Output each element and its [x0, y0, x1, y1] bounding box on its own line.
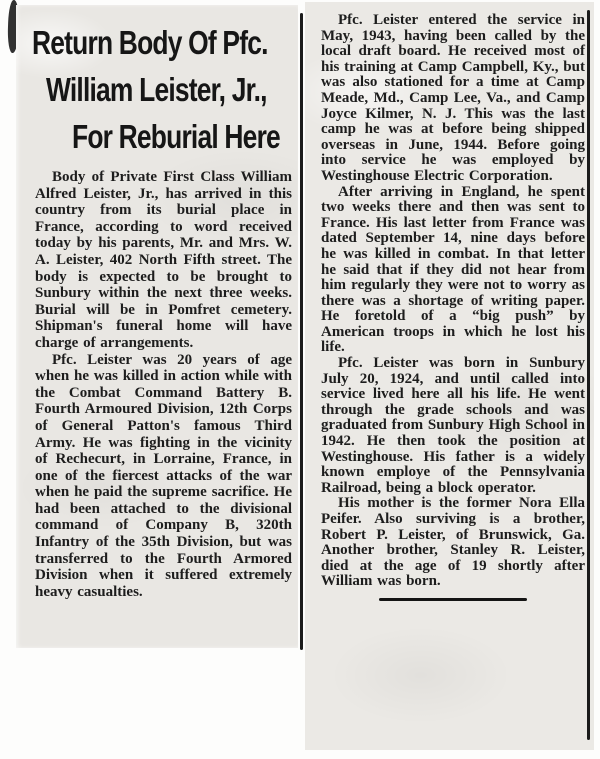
paragraph: Pfc. Leister was born in Sunbury July 20, 1924, and until called into service lived here all his life. He went through the grade schools and was graduated from Sunbury High School in 1942. He then took the position at Westinghouse. His father is a widely known employe of the Pennsylvania Railroad, being a block operator. [321, 355, 585, 496]
end-of-article-rule [379, 598, 527, 601]
paragraph: Body of Private First Class William Alfred Leister, Jr., has arrived in this country from its burial place in France, according to word received today by his parents, Mr. and Mrs. W. A. Leister, 402 North Fifth street. The body is expected to be brought to Sunbury within the next three weeks. Burial will be in Pomfret cemetery. Shipman's funeral home will have charge of arrangements. [35, 169, 292, 351]
paragraph: After arriving in England, he spent two weeks there and then was sent to France. His last letter from France was dated September 14, nine days before he was killed in combat. In that letter he said that if they did not hear from him regularly they were not to worry as there was a shortage of writing paper. He foretold of a “big push” by American troops in which he lost his life. [321, 183, 585, 356]
right-edge-line [587, 10, 590, 740]
paragraph: Pfc. Leister was 20 years of age when he was killed in action while with the Combat Command Battery B. Fourth Armoured Division, 12th Corps of General Patton's famous Third Army. He was fighting in the vicinity of Rechecurt, in Lorraine, France, in one of the fiercest attacks of the war when he paid the supreme sacrifice. He had been attached to the divisional command of Company B, 320th Infantry of the 35th Division, but was transferred to the Fourth Armored Division when it suffered extremely heavy casualties. [35, 351, 292, 600]
clipping-right-column [305, 2, 594, 750]
paragraph: His mother is the former Nora Ella Peifer. Also surviving is a brother, Robert P. Leister, of Brunswick, Ga. Another brother, Stanley R. Leister, died at the age of 19 shortly after William was born. [321, 495, 585, 590]
headline-line-2: William Leister, Jr., [46, 71, 267, 108]
headline-line-1: Return Body Of Pfc. [32, 24, 268, 61]
left-column-text [35, 169, 292, 600]
paragraph: Pfc. Leister entered the service in May, 1943, having been called by the local draft board. He received most of his training at Camp Campbell, Ky., but was also stationed for a time at Camp Meade, Md., Camp Lee, Va., and Camp Joyce Kilmer, N. J. This was the last camp he was at before being shipped overseas in June, 1944. Before going into service he was employed by Westinghouse Electric Corporation. [321, 12, 585, 184]
column-separator-line [300, 13, 303, 650]
clipping-left-column [16, 5, 298, 648]
headline-line-3: For Reburial Here [72, 118, 280, 155]
right-column-text [321, 13, 585, 590]
headline [16, 5, 298, 160]
